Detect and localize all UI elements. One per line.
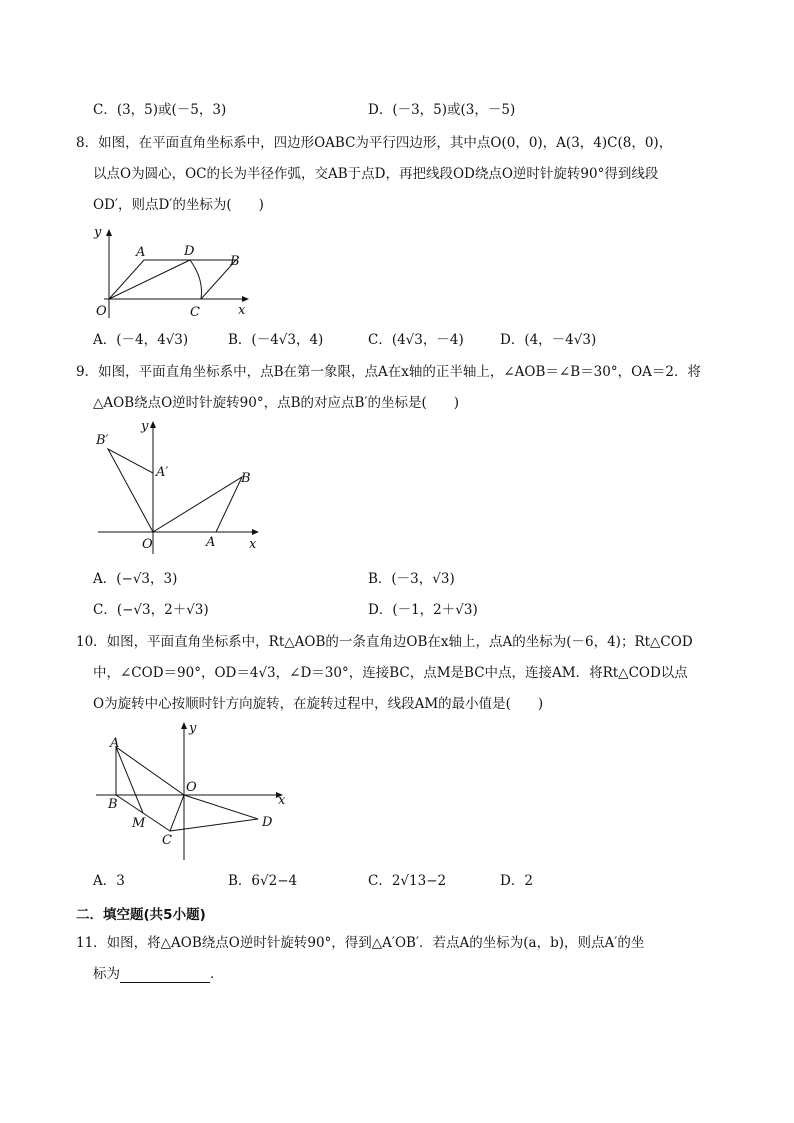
q9-label-b: B [241,471,251,486]
q8-label-c: C [190,305,200,320]
q9-stem-line-1: 9．如图，平面直角坐标系中，点B在第一象限，点A在x轴的正半轴上，∠AOB＝∠B＝30°，OA＝2．将 [76,364,701,380]
q9-option-d: D．(－1，2＋√3) [368,602,478,618]
q8-option-d: D．(4，－4√3) [500,332,597,348]
q9-option-a: A．(−√3，3) [93,571,178,587]
q9-stem-line-2: △AOB绕点O逆时针旋转90°，点B的对应点B′的坐标是( ) [93,395,460,411]
q10-stem-line-2: 中，∠COD＝90°，OD＝4√3，∠D＝30°，连接BC，点M是BC中点，连接AM．将Rt△COD以点 [93,665,688,681]
q11-answer-blank[interactable] [120,968,210,983]
q9-figure [92,418,270,558]
q9-triangle-aob [153,477,242,532]
section-title-fill-in: 二．填空题(共5小题) [76,907,206,923]
q10-figure [92,720,292,862]
q10-label-a: A [110,736,120,751]
q7-option-d: D．(－3，5)或(3，－5) [368,102,516,118]
q8-option-c: C．(4√3，－4) [368,332,464,348]
q8-label-d: D [184,244,195,259]
q11-line2-suffix: ． [210,966,224,982]
q8-option-a: A．(－4，4√3) [93,332,189,348]
q10-label-b: B [108,797,118,812]
q10-label-c: C [162,833,172,848]
q8-label-b: B [230,254,240,269]
q10-option-a: A．3 [93,873,125,889]
q9-triangle-rotated [108,449,153,532]
q8-label-y: y [94,225,102,240]
q9-label-aprime: A′ [156,465,169,480]
q9-label-o: O [142,537,153,552]
q9-option-b: B．(－3，√3) [368,571,455,587]
q8-stem-line-1: 8．如图，在平面直角坐标系中，四边形OABC为平行四边形，其中点O(0，0)，A(3，4)C(8，0)， [76,135,673,151]
q8-segment-od [109,260,190,299]
q8-figure [86,222,256,322]
q8-parallelogram [109,260,236,299]
q8-label-a: A [136,245,146,260]
q10-label-y: y [189,721,197,736]
q10-label-o: O [186,780,197,795]
q11-stem-line-1: 11．如图，将△AOB绕点O逆时针旋转90°，得到△A′OB′．若点A的坐标为(a，b)，则点A′的坐 [76,935,645,951]
q9-label-bprime: B′ [96,433,109,448]
q8-label-o: O [96,304,107,319]
q10-option-c: C．2√13−2 [368,873,447,889]
q8-option-b: B．(－4√3，4) [228,332,324,348]
q9-label-x: x [249,537,257,552]
q9-label-a: A [206,535,216,550]
q9-label-y: y [141,419,149,434]
q8-stem-line-3: OD′，则点D′的坐标为( ) [93,197,264,213]
q9-option-c: C．(−√3，2＋√3) [93,602,209,618]
q10-option-b: B．6√2−4 [228,873,298,889]
q10-stem-line-3: O为旋转中心按顺时针方向旋转，在旋转过程中，线段AM的最小值是( ) [93,696,544,712]
q7-option-c: C．(3，5)或(－5，3) [93,102,227,118]
q11-stem-line-2 [93,965,224,983]
q8-label-x: x [238,303,246,318]
q10-stem-line-1: 10．如图，平面直角坐标系中，Rt△AOB的一条直角边OB在x轴上，点A的坐标为(－6，4)；Rt△COD [76,634,693,650]
q10-label-x: x [278,793,286,808]
q10-option-d: D．2 [500,873,533,889]
q10-label-d: D [262,815,273,830]
q8-stem-line-2: 以点O为圆心，OC的长为半径作弧，交AB于点D，再把线段OD绕点O逆时针旋转90°得到线段 [93,166,659,182]
q10-label-m: M [132,816,146,831]
q8-arc [190,260,202,299]
q10-triangle-cod [170,795,258,831]
q11-line2-prefix: 标为 [93,966,120,982]
